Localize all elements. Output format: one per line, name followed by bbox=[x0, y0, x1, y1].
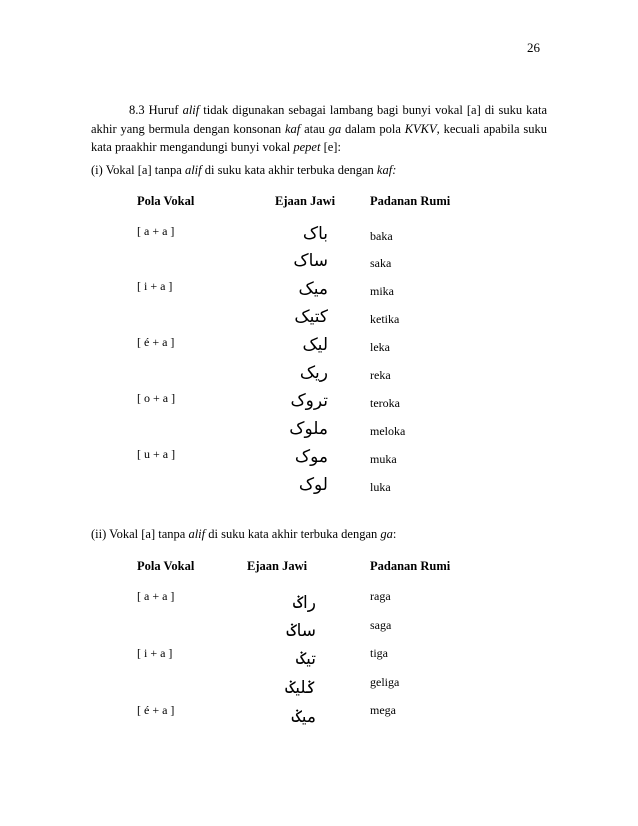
term-pepet: pepet bbox=[293, 140, 321, 155]
rumi-cell: leka bbox=[370, 340, 390, 354]
jawi-cell: ملوک bbox=[289, 419, 328, 439]
jawi-cell: موک bbox=[294, 447, 328, 467]
rumi-cell: mika bbox=[370, 284, 394, 298]
term-alif: alif bbox=[184, 163, 202, 177]
jawi-cell: ساک bbox=[293, 251, 328, 271]
term-ga: ga bbox=[328, 121, 342, 136]
pattern-cell: [ é + a ] bbox=[137, 335, 175, 349]
term-alif: alif bbox=[188, 527, 206, 541]
col-header-pola: Pola Vokal bbox=[137, 559, 195, 573]
jawi-cell: ريک bbox=[299, 363, 328, 383]
jawi-cell: ليک bbox=[302, 335, 328, 355]
section-2-heading bbox=[91, 527, 396, 542]
jawi-cell: ساݢ bbox=[286, 621, 316, 641]
col-header-jawi: Ejaan Jawi bbox=[275, 194, 336, 208]
jawi-cell: راݢ bbox=[293, 593, 316, 613]
pattern-cell: [ a + a ] bbox=[137, 589, 175, 603]
rumi-cell: tiga bbox=[370, 646, 388, 660]
heading-text: di suku kata akhir terbuka dengan bbox=[201, 163, 377, 177]
rumi-cell: saga bbox=[370, 618, 392, 632]
col-header-rumi: Padanan Rumi bbox=[370, 194, 451, 208]
rumi-cell: geliga bbox=[370, 675, 400, 689]
term-kvkv: KVKV bbox=[404, 121, 437, 136]
heading-text: di suku kata akhir terbuka dengan bbox=[205, 527, 381, 541]
pattern-cell: [ u + a ] bbox=[137, 447, 176, 461]
pattern-cell: [ é + a ] bbox=[137, 703, 175, 717]
paragraph-text: [e]: bbox=[320, 140, 341, 155]
col-header-rumi: Padanan Rumi bbox=[370, 559, 451, 573]
paragraph-text: atau bbox=[300, 121, 329, 136]
pattern-cell: [ i + a ] bbox=[137, 279, 173, 293]
pattern-cell: [ a + a ] bbox=[137, 224, 175, 238]
rumi-cell: baka bbox=[370, 229, 393, 243]
rumi-cell: teroka bbox=[370, 396, 400, 410]
heading-text: : bbox=[392, 527, 397, 541]
rumi-cell: luka bbox=[370, 480, 391, 494]
col-header-pola: Pola Vokal bbox=[137, 194, 195, 208]
rumi-cell: reka bbox=[370, 368, 391, 382]
term-alif: alif bbox=[182, 103, 200, 117]
section-1-heading bbox=[91, 163, 396, 178]
paragraph-text: dalam pola bbox=[341, 121, 405, 136]
jawi-cell: تروک bbox=[290, 391, 328, 411]
rumi-cell: muka bbox=[370, 452, 397, 466]
pattern-cell: [ i + a ] bbox=[137, 646, 173, 660]
paragraph-text: , kecuali apabila suku kata praakhir mengandungi bunyi vokal bbox=[91, 121, 547, 155]
paragraph-text: 8.3 Huruf bbox=[129, 103, 183, 117]
paragraph-8-3 bbox=[91, 101, 547, 157]
jawi-cell: تيݢ bbox=[296, 649, 316, 669]
term-ga: ga bbox=[380, 527, 393, 541]
col-header-jawi: Ejaan Jawi bbox=[247, 559, 308, 573]
heading-text: (i) Vokal [a] tanpa bbox=[91, 163, 185, 177]
term-kaf: kaf: bbox=[376, 163, 397, 177]
page-number: 26 bbox=[527, 40, 540, 55]
rumi-cell: ketika bbox=[370, 312, 400, 326]
rumi-cell: mega bbox=[370, 703, 396, 717]
rumi-cell: meloka bbox=[370, 424, 406, 438]
jawi-cell: باک bbox=[302, 224, 328, 244]
pattern-cell: [ o + a ] bbox=[137, 391, 176, 405]
term-kaf: kaf bbox=[284, 121, 301, 136]
jawi-cell: کتيک bbox=[294, 307, 328, 327]
jawi-cell: ݢليݢ bbox=[285, 678, 316, 698]
jawi-cell: ميک bbox=[298, 279, 328, 299]
paragraph-text: tidak digunakan sebagai lambang bagi bunyi vokal [a] di suku kata akhir yang bermula dengan konsonan bbox=[91, 103, 547, 136]
jawi-cell: لوک bbox=[298, 475, 328, 495]
rumi-cell: saka bbox=[370, 256, 392, 270]
heading-text: (ii) Vokal [a] tanpa bbox=[91, 527, 189, 541]
rumi-cell: raga bbox=[370, 589, 391, 603]
jawi-cell: ميݢ bbox=[291, 707, 316, 727]
